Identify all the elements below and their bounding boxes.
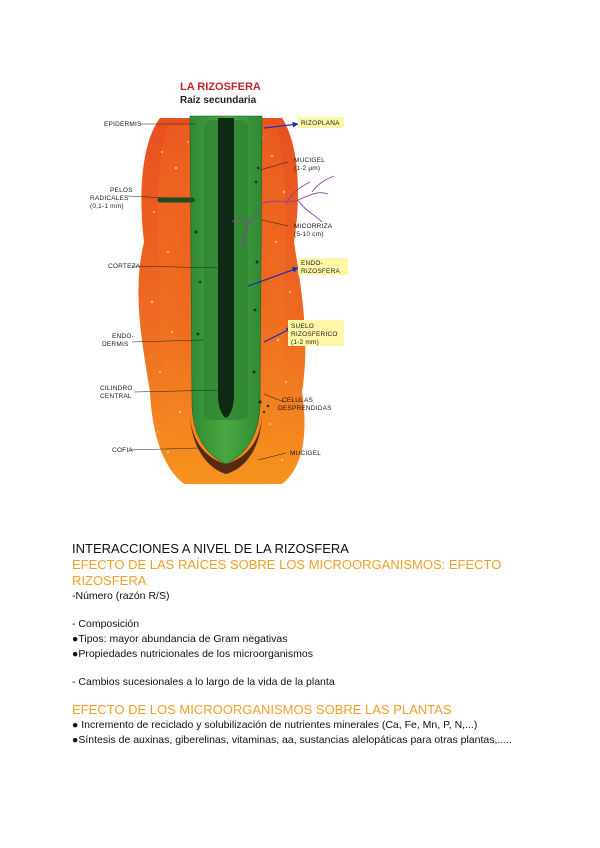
label-epidermis: EPIDERMIS <box>104 121 142 128</box>
rhizosphere-figure <box>72 72 350 500</box>
label-corteza: CORTEZA <box>108 263 141 270</box>
label-mucigel-bottom: MUCIGEL <box>290 450 322 457</box>
heading-interacciones: INTERACCIONES A NIVEL DE LA RIZOSFERA <box>72 541 349 556</box>
label-radicales: RADICALES <box>90 195 129 202</box>
rhizosphere-diagram <box>72 72 350 500</box>
label-suelo-3: (1-2 mm) <box>291 339 319 346</box>
heading-efecto-raices: EFECTO DE LAS RAÍCES SOBRE LOS MICROORGANISMOS: EFECTO RIZOSFERA <box>72 557 502 588</box>
line-cambios: - Cambios sucesionales a lo largo de la vida de la planta <box>72 676 335 688</box>
label-cilindro-1: CILINDRO <box>100 385 133 392</box>
line-propiedades: ●Propiedades nutricionales de los microorganismos <box>72 648 313 660</box>
line-sintesis: ●Síntesis de auxinas, giberelinas, vitaminas, aa, sustancias alelopáticas para otras plantas,..... <box>72 734 512 746</box>
label-cofia: COFIA <box>112 447 133 454</box>
line-composicion: - Composición <box>72 618 140 630</box>
label-mucigel-top: MUCIGEL <box>294 157 326 164</box>
label-mucigel-top-size: (1-2 μm) <box>294 165 321 172</box>
line-numero: -Número (razón R/S) <box>72 590 170 602</box>
label-endodermis-1: ENDO- <box>112 333 134 340</box>
label-micorriza: MICORRIZA <box>294 223 333 230</box>
heading-efecto-microorganismos: EFECTO DE LOS MICROORGANISMOS SOBRE LAS PLANTAS <box>72 702 452 717</box>
label-endorizosfera-1: ENDO- <box>301 260 323 267</box>
document-text <box>72 541 542 748</box>
label-celulas-1: CELULAS <box>282 397 314 404</box>
label-pelos-size: (0,1-1 mm) <box>90 203 124 210</box>
label-pelos: PELOS <box>110 187 133 194</box>
label-endorizosfera-2: RIZOSFERA <box>301 268 340 275</box>
label-celulas-2: DESPRENDIDAS <box>278 405 332 412</box>
figure-title: LA RIZOSFERA <box>180 81 261 93</box>
label-endodermis-2: DERMIS <box>102 341 129 348</box>
label-suelo-2: RIZOSFERICO <box>291 331 338 338</box>
label-rizoplana: RIZOPLANA <box>301 120 340 127</box>
label-suelo-1: SUELO <box>291 323 315 330</box>
figure-subtitle: Raíz secundaria <box>180 95 257 106</box>
label-cilindro-2: CENTRAL <box>100 393 132 400</box>
line-tipos: ●Tipos: mayor abundancia de Gram negativas <box>72 633 288 645</box>
label-micorriza-size: (5-10 cm) <box>294 231 324 238</box>
line-incremento: ● Incremento de reciclado y solubilización de nutrientes minerales (Ca, Fe, Mn, P, N,...) <box>72 719 478 731</box>
